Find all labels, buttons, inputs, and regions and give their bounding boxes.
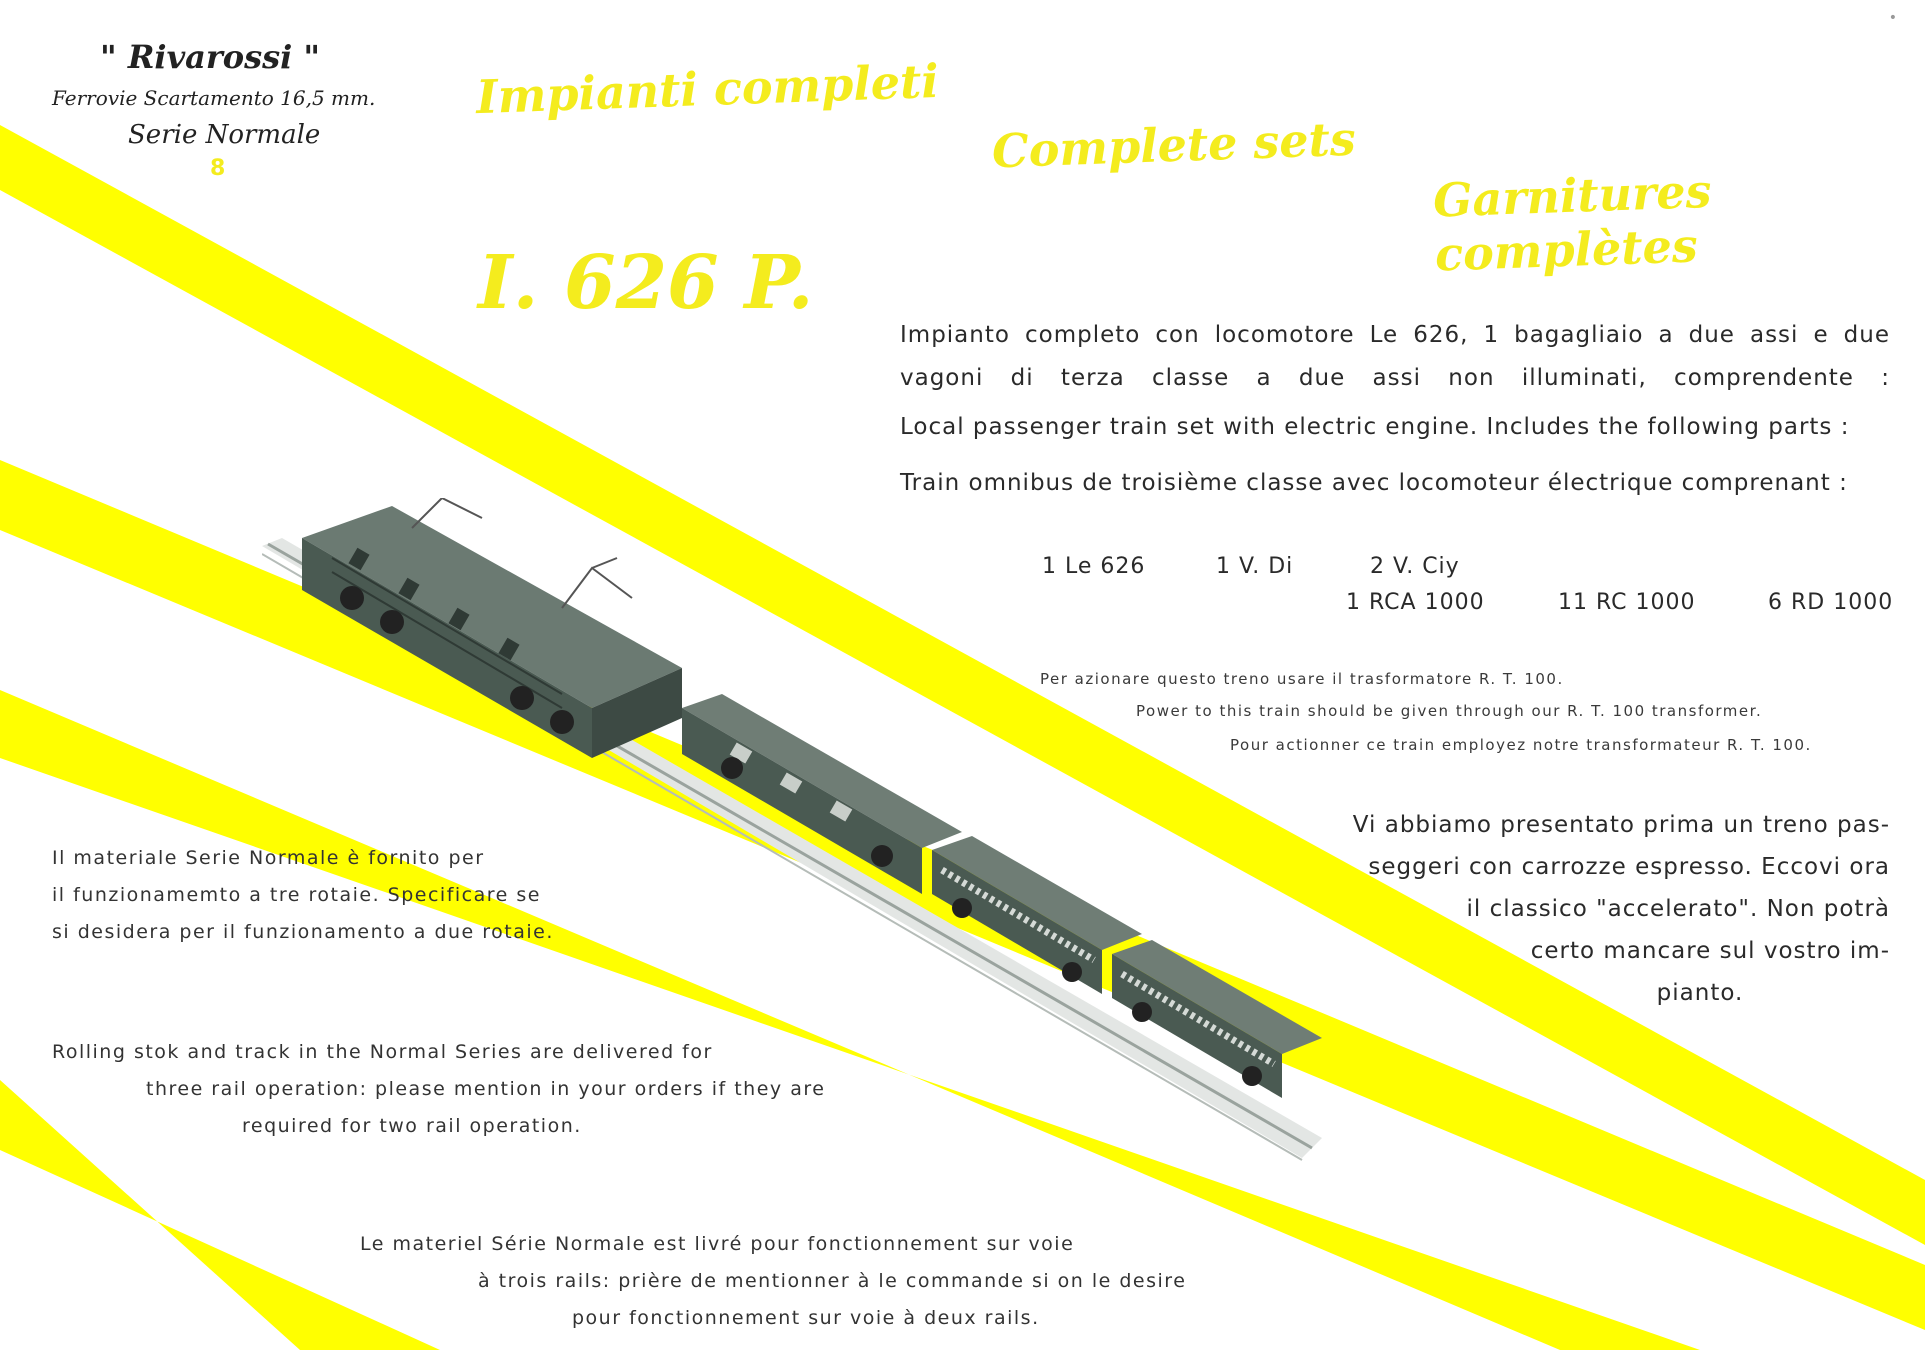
promo-line: seggeri con carrozze espresso. Eccovi ora: [1368, 854, 1890, 880]
part-passenger-cars: 2 V. Ciy: [1370, 554, 1460, 579]
transformer-note-english: Power to this train should be given through our R. T. 100 transformer.: [1136, 702, 1763, 720]
transformer-note-italian: Per azionare questo treno usare il trasformatore R. T. 100.: [1040, 670, 1564, 688]
brand-name: " Rivarossi ": [100, 38, 321, 76]
note-line: si desidera per il funzionamento a due rotaie.: [52, 921, 554, 943]
gauge-label: Ferrovie Scartamento 16,5 mm.: [52, 86, 376, 110]
part-locomotive: 1 Le 626: [1042, 554, 1146, 579]
description-english: Local passenger train set with electric engine. Includes the following parts :: [900, 414, 1850, 440]
note-line: il funzionamemto a tre rotaie. Specificare se: [52, 884, 541, 906]
heading-italian: Impianti completi: [475, 53, 940, 125]
note-line: pour fonctionnement sur voie à deux rails.: [572, 1307, 1040, 1329]
series-label: Serie Normale: [128, 120, 321, 150]
note-line: three rail operation: please mention in your orders if they are: [146, 1078, 826, 1100]
part-baggage-car: 1 V. Di: [1216, 554, 1294, 579]
note-line: required for two rail operation.: [242, 1115, 582, 1137]
note-line: Il materiale Serie Normale è fornito per: [52, 847, 485, 869]
part-track-rc: 11 RC 1000: [1558, 590, 1696, 615]
note-line: Le materiel Série Normale est livré pour fonctionnement sur voie: [360, 1233, 1075, 1255]
heading-french: Garnitures complètes: [1432, 163, 1713, 282]
passenger-car-2: [1112, 940, 1322, 1098]
promo-line: certo mancare sul vostro im-: [1530, 938, 1890, 964]
transformer-note-french: Pour actionner ce train employez notre transformateur R. T. 100.: [1230, 736, 1812, 754]
promo-line: pianto.: [1656, 980, 1744, 1006]
series-note-english: [52, 1034, 832, 1145]
note-line: Rolling stok and track in the Normal Series are delivered for: [52, 1041, 713, 1063]
series-note-french: [360, 1226, 1200, 1337]
set-code: I. 626 P.: [478, 240, 814, 326]
locomotive: [302, 498, 682, 758]
part-track-rca: 1 RCA 1000: [1346, 590, 1485, 615]
promo-line: Vi abbiamo presentato prima un treno pas-: [1352, 812, 1890, 838]
heading-english: Complete sets: [991, 111, 1357, 179]
passenger-car-1: [932, 836, 1142, 994]
series-note-italian: [52, 840, 612, 951]
corner-mark: •: [1888, 10, 1897, 26]
description-italian: Impianto completo con locomotore Le 626, 1 bagagliaio a due assi e due vagoni di terza classe a due assi non illuminati, comprendente :: [900, 322, 1890, 391]
promo-paragraph: [1290, 804, 1890, 1014]
note-line: à trois rails: prière de mentionner à le commande si on le desire: [478, 1270, 1187, 1292]
part-track-rd: 6 RD 1000: [1768, 590, 1894, 615]
page-number: 8: [210, 156, 226, 181]
promo-line: il classico "accelerato". Non potrà: [1466, 896, 1890, 922]
description-french: Train omnibus de troisième classe avec locomoteur électrique comprenant :: [900, 470, 1848, 496]
